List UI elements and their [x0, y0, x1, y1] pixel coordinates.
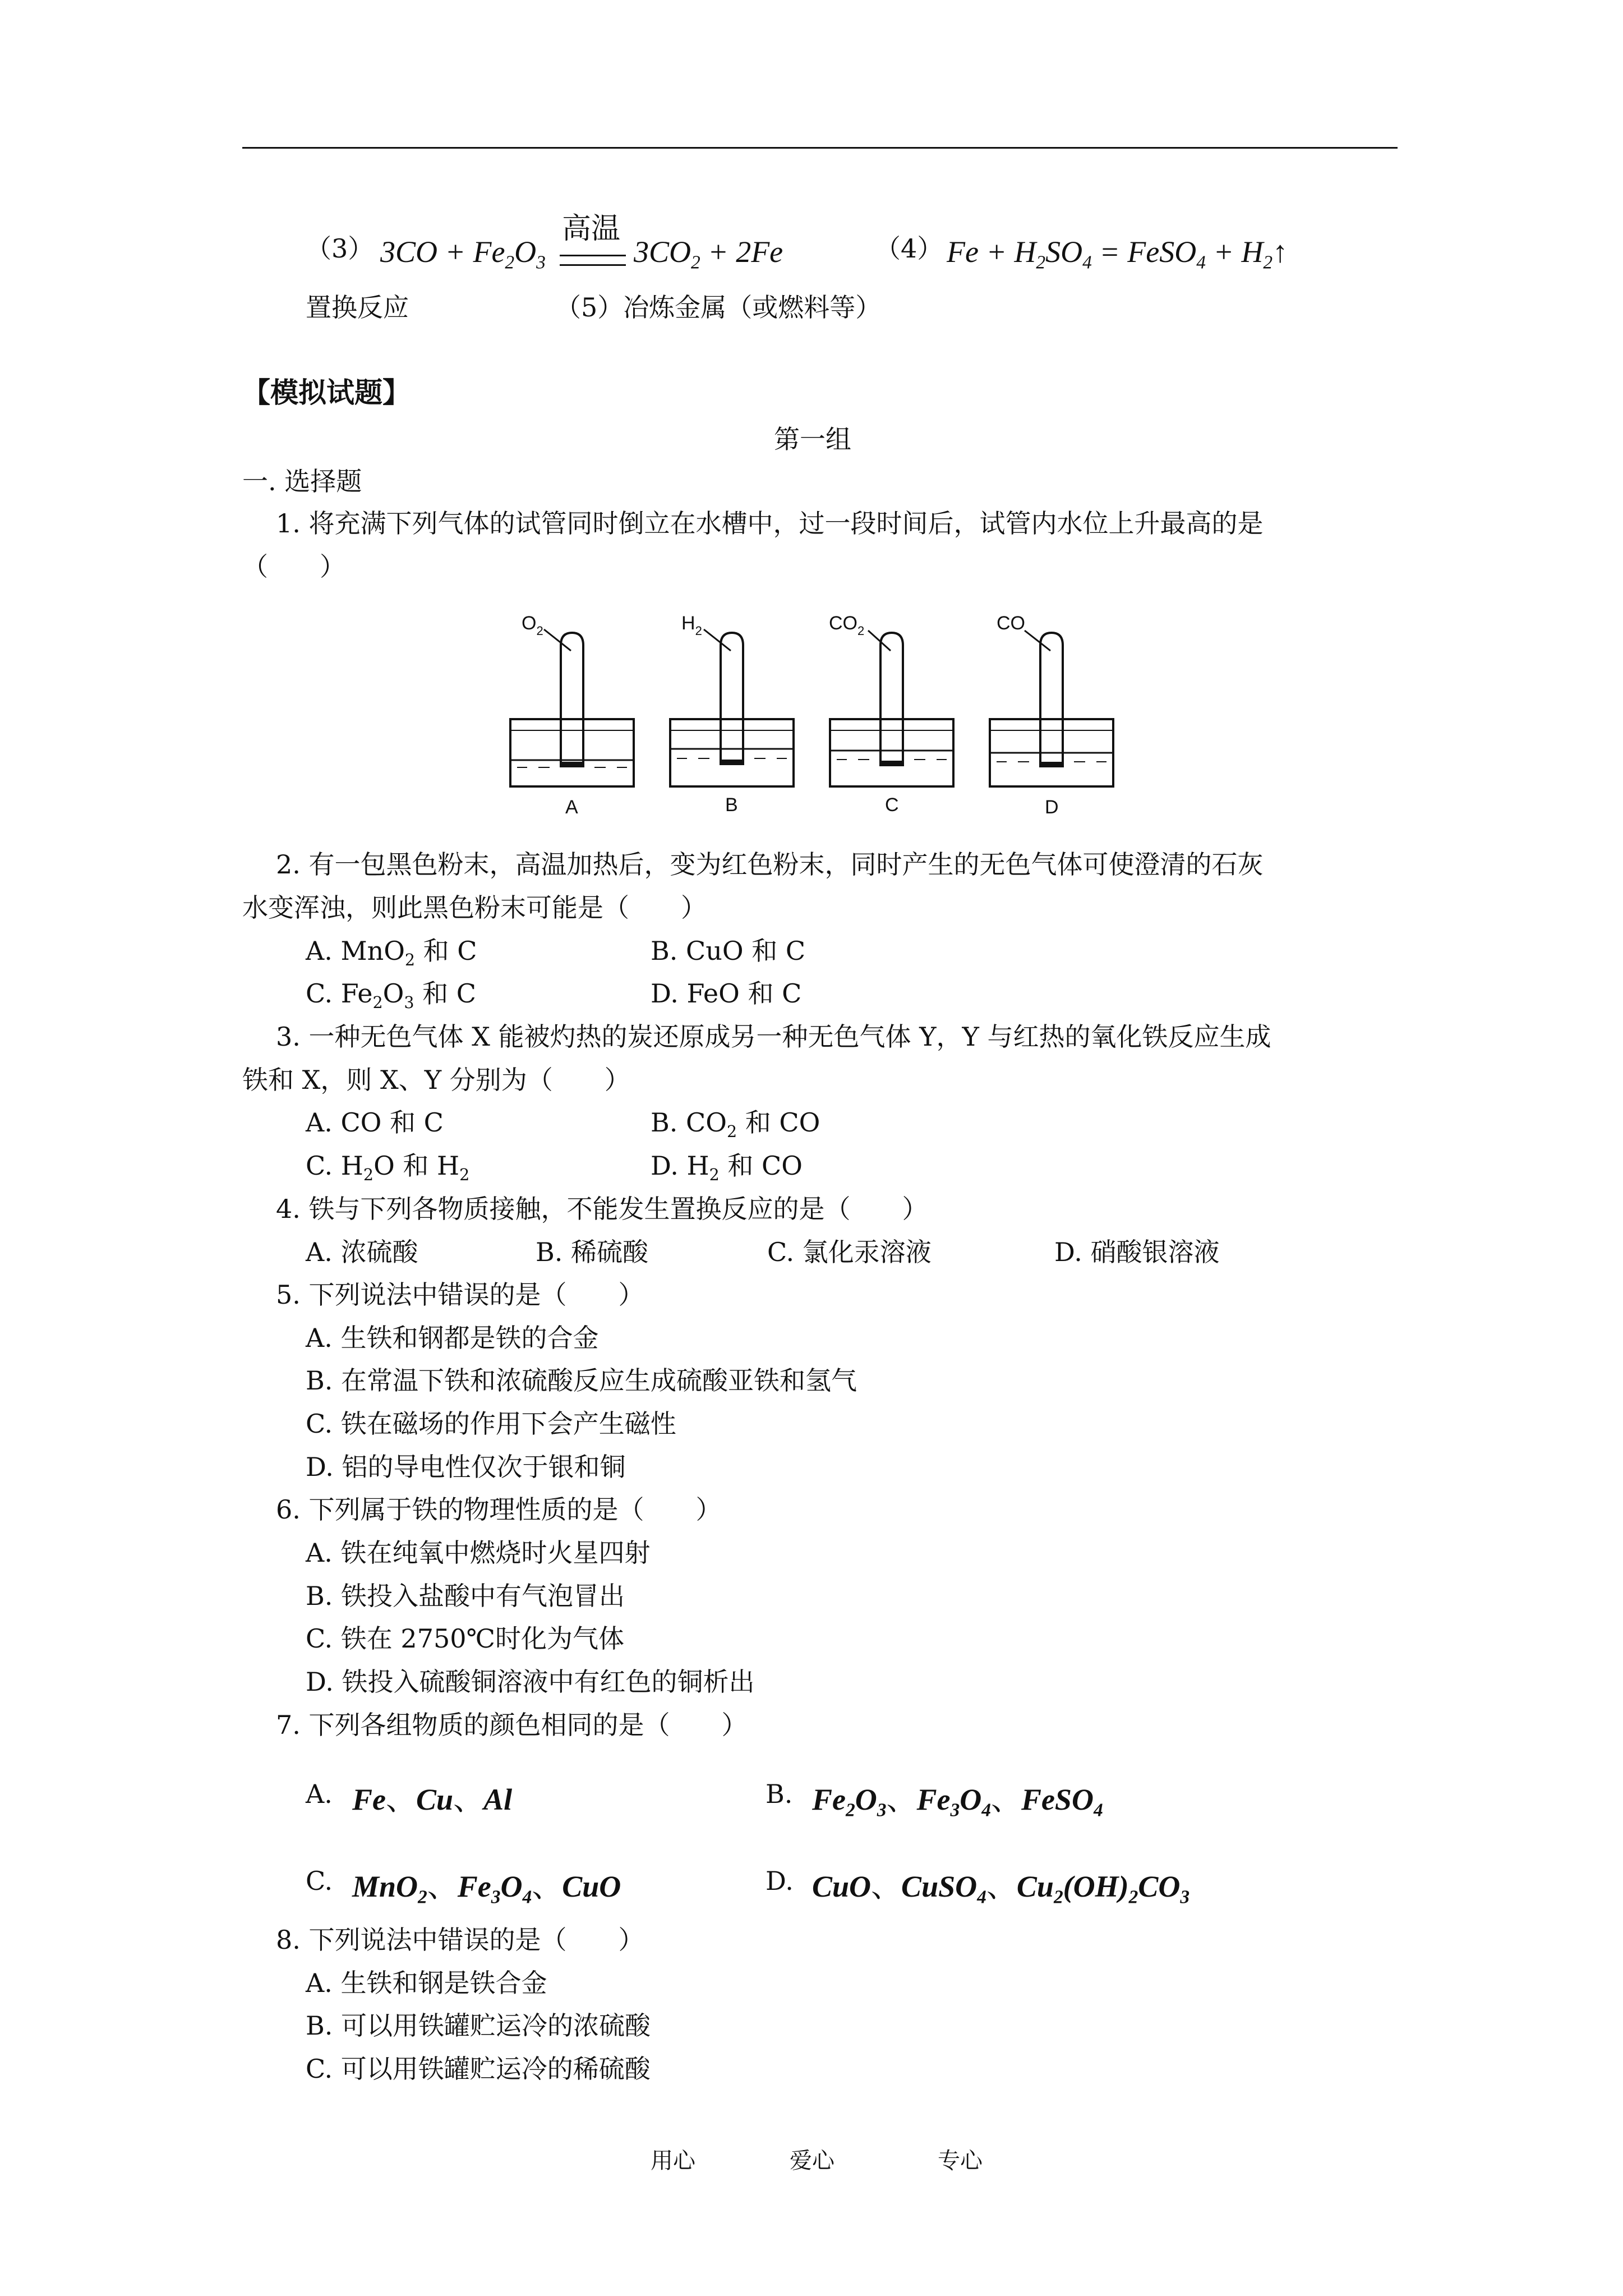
q6-stem: 6. 下列属于铁的物理性质的是（ ） — [276, 1494, 722, 1525]
option-label-a: A — [565, 797, 578, 818]
footer-word-2: 爱心 — [790, 2148, 834, 2174]
q6-option-b: B. 铁投入盐酸中有气泡冒出 — [306, 1581, 625, 1611]
gas-label-b: $H_2$ — [681, 613, 702, 638]
q5-option-a: A. 生铁和钢都是铁的合金 — [306, 1323, 599, 1353]
q7-option-d-formula: CuO、CuSO$_4$、$Cu_2(OH)_2CO_3$ — [812, 1870, 1190, 1908]
q6-option-a: A. 铁在纯氧中燃烧时火星四射 — [306, 1538, 651, 1568]
q3-option-d: D. $H_2$ 和 CO — [651, 1151, 803, 1184]
option-label-c: C — [885, 794, 899, 816]
section-title: 【模拟试题】 — [242, 376, 411, 409]
q7-option-c-label: C. — [306, 1866, 333, 1896]
q2-stem-line2: 水变浑浊，则此黑色粉末可能是（ ） — [242, 892, 707, 923]
answer-4-number: （4） — [875, 233, 943, 264]
q3-stem-line1: 3. 一种无色气体 X 能被灼热的炭还原成另一种无色气体 Y，Y 与红热的氧化铁反应生成 — [276, 1022, 1271, 1052]
q2-option-b: B. CuO 和 C — [651, 936, 806, 966]
answer-3-equation-left: $3CO + Fe_2O_3$ — [380, 235, 546, 273]
answer-5: （5）冶炼金属（或燃料等） — [555, 292, 882, 323]
q2-option-c: C. $Fe_2O_3$ 和 C — [306, 978, 476, 1012]
q7-option-a-formula: Fe、Cu、Al — [352, 1783, 513, 1816]
q6-option-c: C. 铁在 2750℃时化为气体 — [306, 1623, 624, 1654]
header-rule — [242, 147, 1398, 149]
q3-option-b: B. $CO_2$ 和 CO — [651, 1107, 820, 1141]
footer-word-1: 用心 — [651, 2148, 695, 2174]
q2-stem-line1: 2. 有一包黑色粉末，高温加热后，变为红色粉末，同时产生的无色气体可使澄清的石灰 — [276, 849, 1264, 880]
answer-4-reaction-type: 置换反应 — [306, 292, 409, 323]
q4-stem: 4. 铁与下列各物质接触，不能发生置换反应的是（ ） — [276, 1194, 928, 1224]
q4-option-a: A. 浓硫酸 — [306, 1237, 418, 1267]
q5-option-d: D. 铝的导电性仅次于银和铜 — [306, 1452, 626, 1482]
q5-option-c: C. 铁在磁场的作用下会产生磁性 — [306, 1409, 676, 1439]
q8-option-b: B. 可以用铁罐贮运冷的浓硫酸 — [306, 2010, 651, 2041]
answer-3-number: （3） — [306, 233, 374, 264]
q7-option-b-label: B. — [766, 1779, 793, 1809]
apparatus-a — [510, 613, 634, 818]
q7-stem: 7. 下列各组物质的颜色相同的是（ ） — [276, 1710, 748, 1740]
q5-stem: 5. 下列说法中错误的是（ ） — [276, 1280, 644, 1310]
part-title: 一. 选择题 — [242, 466, 362, 496]
gas-label-a: $O_2$ — [522, 613, 543, 638]
answer-3-equation-right: $3CO_2 + 2Fe$ — [634, 235, 783, 273]
answer-4-equation: $Fe + H_2SO_4$ = FeSO$_4$ + $H_2↑$ — [947, 235, 1288, 273]
option-label-d: D — [1045, 797, 1059, 818]
q1-figure — [505, 600, 1380, 825]
q2-option-a: A. MnO$_2$ 和 C — [306, 936, 477, 969]
q3-option-a: A. CO 和 C — [306, 1107, 444, 1138]
q4-option-d: D. 硝酸银溶液 — [1054, 1237, 1220, 1267]
q3-stem-line2: 铁和 X，则 X、Y 分别为（ ） — [242, 1065, 630, 1095]
apparatus-d — [990, 613, 1113, 818]
q8-option-a: A. 生铁和钢是铁合金 — [306, 1968, 547, 1998]
q3-option-c: C. $H_2O$ 和 $H_2$ — [306, 1151, 470, 1184]
q7-option-b-formula: $Fe_2O_3$、$Fe_3O_4$、FeSO$_4$ — [812, 1783, 1103, 1821]
group-title: 第一组 — [774, 424, 851, 454]
q1-stem-line2: （ ） — [242, 551, 345, 582]
q5-option-b: B. 在常温下铁和浓硫酸反应生成硫酸亚铁和氢气 — [306, 1365, 857, 1396]
option-label-b: B — [725, 794, 738, 816]
gas-label-d: CO — [997, 613, 1025, 634]
q8-stem: 8. 下列说法中错误的是（ ） — [276, 1925, 644, 1955]
apparatus-c — [829, 613, 953, 816]
footer-word-3: 专心 — [938, 2148, 983, 2174]
answer-3-condition: 高温 — [562, 212, 621, 246]
answer-3-double-line — [560, 255, 626, 266]
q4-option-c: C. 氯化汞溶液 — [767, 1237, 932, 1267]
q1-stem-line1: 1. 将充满下列气体的试管同时倒立在水槽中，过一段时间后，试管内水位上升最高的是 — [276, 508, 1264, 539]
q8-option-c: C. 可以用铁罐贮运冷的稀硫酸 — [306, 2054, 651, 2084]
q2-option-d: D. FeO 和 C — [651, 978, 802, 1009]
q7-option-c-formula: MnO$_2$、$Fe_3O_4$、CuO — [352, 1870, 621, 1908]
apparatus-b — [670, 613, 794, 816]
gas-label-c: $CO_2$ — [829, 613, 865, 638]
q7-option-a-label: A. — [306, 1779, 333, 1809]
q7-option-d-label: D. — [766, 1866, 794, 1896]
q6-option-d: D. 铁投入硫酸铜溶液中有红色的铜析出 — [306, 1667, 755, 1697]
q4-option-b: B. 稀硫酸 — [536, 1237, 649, 1267]
